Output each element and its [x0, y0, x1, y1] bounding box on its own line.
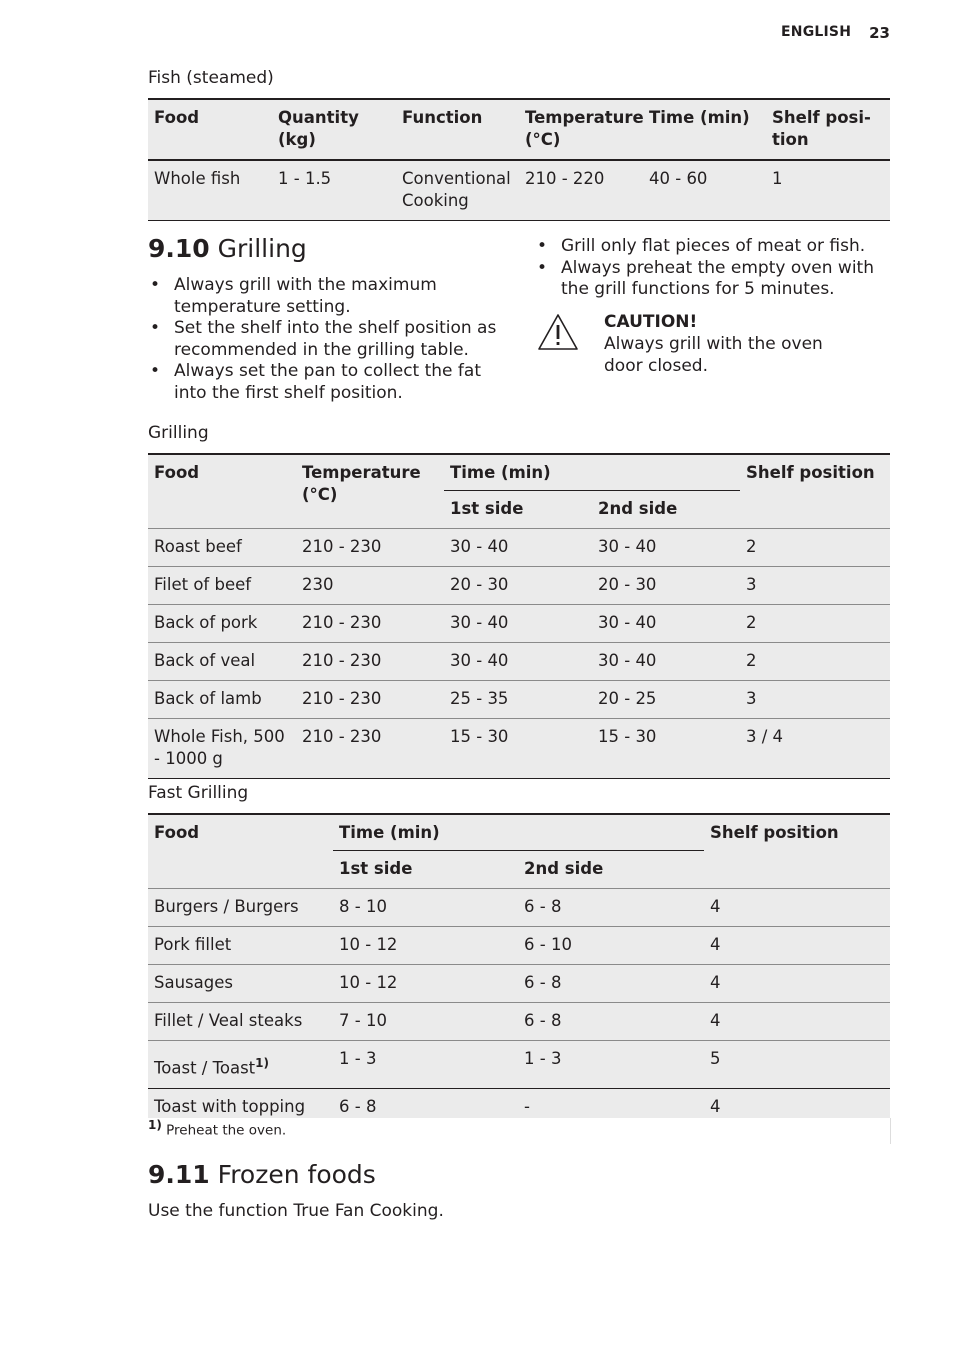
table-row [148, 889, 890, 927]
table-row [148, 681, 890, 719]
table-cell: 4 [704, 927, 890, 965]
table-cell: 2 [740, 529, 890, 567]
table-cell: 1 [766, 160, 890, 221]
section-title: Frozen foods [217, 1160, 376, 1189]
section-title: Grilling [217, 234, 307, 263]
table-cell: Back of veal [148, 643, 296, 681]
grilling-table [148, 453, 890, 779]
fast-grilling-table-caption: Fast Grilling [148, 783, 249, 803]
table-cell: 210 - 230 [296, 681, 444, 719]
table-cell: Roast beef [148, 529, 296, 567]
table-cell: 6 - 10 [518, 927, 704, 965]
section-number: 9.10 [148, 234, 210, 263]
table-header-cell: Food [148, 814, 333, 889]
table-cell: 8 - 10 [333, 889, 518, 927]
table-header-cell: Shelf posi-tion [766, 99, 890, 160]
table-cell: 3 [740, 567, 890, 605]
table-row [148, 643, 890, 681]
table-cell: 15 - 30 [592, 719, 740, 779]
table-cell: 210 - 230 [296, 643, 444, 681]
fast-grilling-header-row [148, 814, 890, 851]
table-cell: Back of pork [148, 605, 296, 643]
table-cell: Whole fish [148, 160, 272, 221]
table-cell: 30 - 40 [592, 605, 740, 643]
table-cell: 20 - 30 [444, 567, 592, 605]
table-cell: 210 - 230 [296, 605, 444, 643]
fish-table-header-row [148, 99, 890, 160]
table-cell: 15 - 30 [444, 719, 592, 779]
table-cell: 1 - 3 [333, 1041, 518, 1089]
table-header-cell: 2nd side [518, 851, 704, 889]
caution-title: CAUTION! [604, 312, 698, 332]
table-cell: 30 - 40 [592, 529, 740, 567]
toast-label: Toast / Toast [154, 1058, 256, 1078]
list-item: • Always preheat the empty oven with the grill functions for 5 minutes. [535, 258, 890, 301]
table-cell: 210 - 230 [296, 719, 444, 779]
grilling-table-caption: Grilling [148, 423, 209, 443]
table-cell: 2 [740, 643, 890, 681]
table-cell: 4 [704, 1003, 890, 1041]
table-header-cell: Temperature (°C) [296, 454, 444, 529]
table-cell: 230 [296, 567, 444, 605]
table-cell [148, 1041, 333, 1089]
fish-table [148, 98, 890, 221]
table-cell: 4 [704, 1088, 890, 1126]
grilling-bullets-right [535, 236, 890, 301]
fish-table-caption: Fish (steamed) [148, 68, 274, 88]
list-item: • Always grill with the maximum temperature setting. [148, 275, 508, 318]
table-cell: 5 [704, 1041, 890, 1089]
table-row [148, 719, 890, 779]
table-cell: 10 - 12 [333, 927, 518, 965]
table-cell: 6 - 8 [518, 889, 704, 927]
table-cell: Filet of beef [148, 567, 296, 605]
table-cell: Toast with topping [148, 1088, 333, 1126]
table-cell: 25 - 35 [444, 681, 592, 719]
table-cell: 10 - 12 [333, 965, 518, 1003]
table-cell: Burgers / Burgers [148, 889, 333, 927]
table-cell: 7 - 10 [333, 1003, 518, 1041]
table-header-cell: Time (min) [643, 99, 766, 160]
table-cell: 6 - 8 [518, 1003, 704, 1041]
table-cell: 30 - 40 [444, 605, 592, 643]
grilling-bullets-left [148, 275, 508, 404]
table-header-cell: 1st side [333, 851, 518, 889]
table-cell: 30 - 40 [444, 529, 592, 567]
table-cell: Pork fillet [148, 927, 333, 965]
footnote-marker: 1) [255, 1056, 269, 1070]
table-header-cell: Time (min) [444, 454, 740, 491]
table-cell: 1 - 1.5 [272, 160, 396, 221]
section-number: 9.11 [148, 1160, 210, 1189]
table-row [148, 529, 890, 567]
footnote-text: Preheat the oven. [166, 1122, 287, 1139]
table-header-cell: 2nd side [592, 491, 740, 529]
table-cell: Back of lamb [148, 681, 296, 719]
table-header-cell: Time (min) [333, 814, 704, 851]
section-heading-frozen-foods [148, 1160, 376, 1189]
table-cell: 40 - 60 [643, 160, 766, 221]
table-header-cell: Shelf position [704, 814, 890, 889]
table-header-cell: Temperature (°C) [519, 99, 643, 160]
table-row [148, 605, 890, 643]
table-cell: 30 - 40 [444, 643, 592, 681]
table-header-cell: Function [396, 99, 519, 160]
footnote-marker: 1) [148, 1118, 162, 1132]
table-row [148, 927, 890, 965]
table-row [148, 567, 890, 605]
table-header-cell: Shelf position [740, 454, 890, 529]
table-cell: 20 - 25 [592, 681, 740, 719]
table-row [148, 965, 890, 1003]
fast-grilling-table [148, 813, 890, 1127]
page-number: 23 [869, 24, 890, 42]
table-header-cell: Quantity (kg) [272, 99, 396, 160]
table-row [148, 1041, 890, 1089]
caution-text: Always grill with the oven door closed. [604, 334, 823, 376]
table-cell: 4 [704, 889, 890, 927]
table-cell: 6 - 8 [518, 965, 704, 1003]
table-cell: 210 - 220 [519, 160, 643, 221]
table-cell: Sausages [148, 965, 333, 1003]
grilling-table-header-row [148, 454, 890, 491]
table-cell: Conventional Cooking [396, 160, 519, 221]
table-cell: 210 - 230 [296, 529, 444, 567]
table-cell: Fillet / Veal steaks [148, 1003, 333, 1041]
section-heading-grilling [148, 234, 307, 263]
list-item: • Grill only flat pieces of meat or fish. [535, 236, 890, 258]
frozen-foods-text: Use the function True Fan Cooking. [148, 1201, 444, 1221]
table-cell: 30 - 40 [592, 643, 740, 681]
warning-triangle-icon [536, 312, 580, 352]
table-cell: 20 - 30 [592, 567, 740, 605]
table-cell: - [518, 1088, 704, 1126]
list-item: • Always set the pan to collect the fat into the first shelf position. [148, 361, 508, 404]
table-cell: 3 / 4 [740, 719, 890, 779]
table-header-cell: 1st side [444, 491, 592, 529]
table-row [148, 160, 890, 221]
table-cell: 1 - 3 [518, 1041, 704, 1089]
table-cell: 3 [740, 681, 890, 719]
table-cell: 2 [740, 605, 890, 643]
table-header-cell: Food [148, 454, 296, 529]
table-cell: 4 [704, 965, 890, 1003]
table-header-cell: Food [148, 99, 272, 160]
table-cell: 6 - 8 [333, 1088, 518, 1126]
table-footnote [148, 1118, 891, 1144]
language-label: ENGLISH [781, 24, 852, 40]
list-item: • Set the shelf into the shelf position as recommended in the grilling table. [148, 318, 508, 361]
page-header [781, 24, 890, 42]
table-cell: Whole Fish, 500 - 1000 g [148, 719, 296, 779]
table-row [148, 1003, 890, 1041]
